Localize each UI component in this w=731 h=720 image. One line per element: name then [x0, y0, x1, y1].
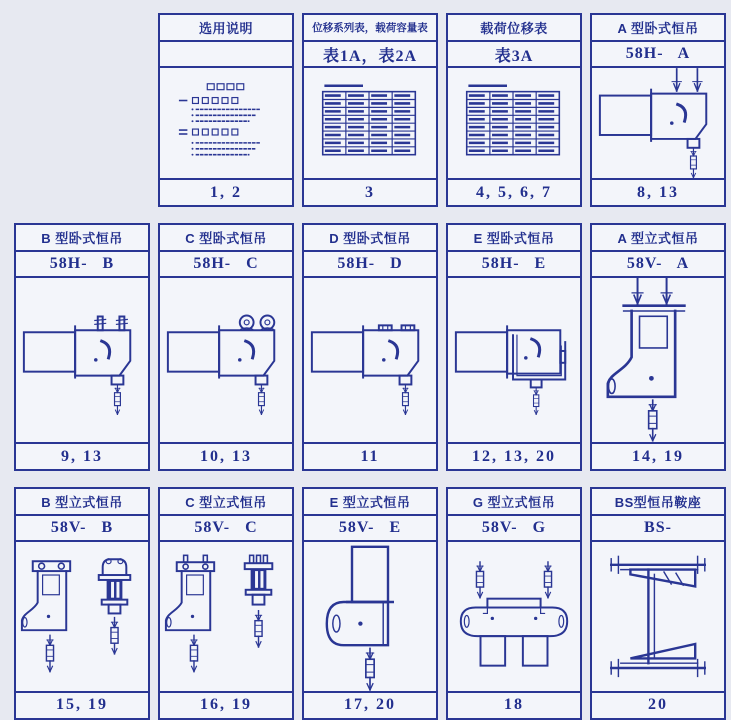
panel-title: B 型卧式恒吊: [16, 225, 148, 252]
panel-pages: 3: [304, 178, 436, 205]
panel-subtitle: 表3A: [448, 42, 580, 68]
drawing-area: [304, 68, 436, 178]
panel-title: A 型立式恒吊: [592, 225, 724, 252]
panel-title: D 型卧式恒吊: [304, 225, 436, 252]
drawing-area: [160, 542, 292, 691]
panel-subtitle: 58H- B: [16, 252, 148, 278]
panel-pages: 11: [304, 442, 436, 469]
panel-58h-b: [14, 223, 150, 471]
catalog-grid: [14, 13, 726, 714]
panel-pages: 4, 5, 6, 7: [448, 178, 580, 205]
panel-title: 位移系列表，载荷容量表: [304, 15, 436, 42]
panel-subtitle: 58H- E: [448, 252, 580, 278]
drawing-area: [592, 278, 724, 442]
panel-pages: 14, 19: [592, 442, 724, 469]
drawing-table-1a-2a: [304, 68, 436, 178]
drawing-table-3a: [448, 68, 580, 178]
panel-subtitle: 58H- A: [592, 42, 724, 68]
drawing-58v-a: [592, 278, 724, 442]
drawing-area: [160, 278, 292, 442]
panel-58h-e: [446, 223, 582, 471]
panel-title: C 型卧式恒吊: [160, 225, 292, 252]
panel-title: BS型恒吊鞍座: [592, 489, 724, 516]
panel-58h-d: [302, 223, 438, 471]
drawing-area: [448, 278, 580, 442]
drawing-selection-notes: [160, 68, 292, 178]
panel-subtitle: 58V- B: [16, 516, 148, 542]
panel-selection-notes: [158, 13, 294, 207]
drawing-58h-e: [448, 278, 580, 442]
drawing-58h-c: [160, 278, 292, 442]
drawing-area: [16, 278, 148, 442]
drawing-area: [16, 542, 148, 691]
panel-title: C 型立式恒吊: [160, 489, 292, 516]
panel-pages: 10, 13: [160, 442, 292, 469]
drawing-58v-e: [304, 542, 436, 691]
drawing-58v-b: [16, 542, 148, 691]
panel-subtitle: 表1A，表2A: [304, 42, 436, 68]
panel-pages: 9, 13: [16, 442, 148, 469]
panel-subtitle: 58V- A: [592, 252, 724, 278]
panel-subtitle: 58H- D: [304, 252, 436, 278]
panel-load-displacement-table: [446, 13, 582, 207]
panel-title: E 型立式恒吊: [304, 489, 436, 516]
drawing-58h-a: [592, 68, 724, 178]
panel-title: B 型立式恒吊: [16, 489, 148, 516]
panel-58h-a: [590, 13, 726, 207]
panel-pages: 15, 19: [16, 691, 148, 718]
panel-pages: 1, 2: [160, 178, 292, 205]
panel-pages: 12, 13, 20: [448, 442, 580, 469]
panel-58h-c: [158, 223, 294, 471]
panel-subtitle: 58V- C: [160, 516, 292, 542]
drawing-58v-g: [448, 542, 580, 691]
panel-pages: 16, 19: [160, 691, 292, 718]
panel-title: G 型立式恒吊: [448, 489, 580, 516]
panel-subtitle: 58V- G: [448, 516, 580, 542]
panel-pages: 20: [592, 691, 724, 718]
panel-displacement-load-tables: [302, 13, 438, 207]
drawing-area: [448, 68, 580, 178]
panel-subtitle: 58V- E: [304, 516, 436, 542]
drawing-58v-c: [160, 542, 292, 691]
drawing-area: [304, 278, 436, 442]
panel-title: E 型卧式恒吊: [448, 225, 580, 252]
panel-subtitle: [160, 42, 292, 68]
panel-58v-e: [302, 487, 438, 720]
drawing-area: [160, 68, 292, 178]
panel-title: 选用说明: [160, 15, 292, 42]
panel-58v-g: [446, 487, 582, 720]
drawing-area: [304, 542, 436, 691]
panel-subtitle: 58H- C: [160, 252, 292, 278]
panel-title: 载荷位移表: [448, 15, 580, 42]
panel-58v-a: [590, 223, 726, 471]
panel-pages: 17, 20: [304, 691, 436, 718]
drawing-58h-d: [304, 278, 436, 442]
panel-58v-c: [158, 487, 294, 720]
drawing-bs-saddle: [592, 542, 724, 691]
panel-subtitle: BS-: [592, 516, 724, 542]
drawing-area: [448, 542, 580, 691]
panel-title: A 型卧式恒吊: [592, 15, 724, 42]
drawing-area: [592, 542, 724, 691]
panel-pages: 18: [448, 691, 580, 718]
panel-pages: 8, 13: [592, 178, 724, 205]
panel-bs-saddle: [590, 487, 726, 720]
panel-58v-b: [14, 487, 150, 720]
drawing-58h-b: [16, 278, 148, 442]
drawing-area: [592, 68, 724, 178]
